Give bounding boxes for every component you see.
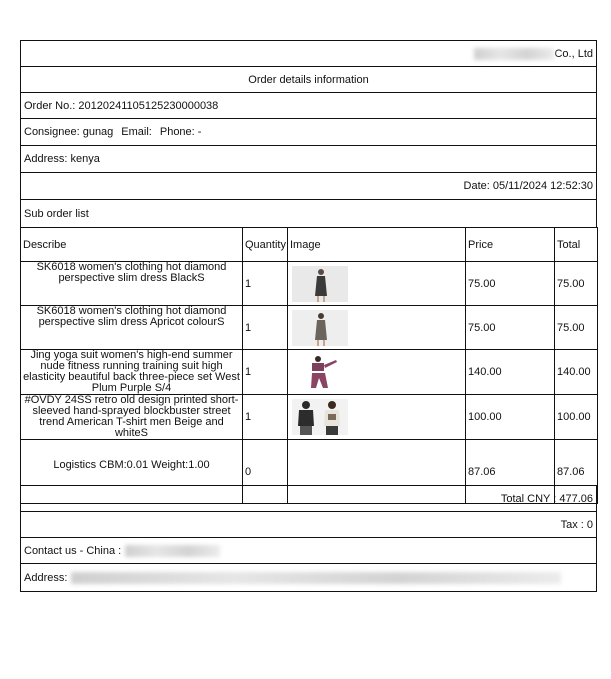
item-total: 100.00 (555, 395, 598, 440)
item-image (288, 306, 466, 350)
col-total: Total (555, 228, 598, 262)
order-date: Date: 05/11/2024 12:52:30 (20, 172, 597, 200)
col-describe: Describe (21, 228, 243, 262)
table-row (21, 395, 598, 440)
consignee-name: Consignee: gunag (24, 126, 114, 138)
item-price: 100.00 (466, 395, 555, 440)
col-quantity: Quantity (243, 228, 288, 262)
consignee-phone: Phone: - (159, 126, 202, 138)
company-name: Co., Ltd (20, 40, 597, 67)
company-address (20, 563, 597, 592)
consignee-email: Email: (121, 126, 152, 138)
order-items-table (20, 227, 598, 504)
item-description: #OVDY 24SS retro old design printed short-sleeved hand-sprayed blockbuster street trend American T-shirt men Beige and whiteS (21, 395, 243, 440)
purple-yoga-set-icon (292, 354, 348, 390)
item-price: 75.00 (466, 262, 555, 306)
table-row (21, 262, 598, 306)
tax-amount: Tax : 0 (20, 511, 597, 538)
redacted-company-name (474, 48, 554, 60)
table-header-row (21, 228, 598, 262)
item-image (288, 262, 466, 306)
table-row (21, 350, 598, 395)
address-label: Address: (24, 571, 68, 584)
dark-dress-icon (292, 266, 348, 302)
item-total: 75.00 (555, 306, 598, 350)
logistics-description: Logistics CBM:0.01 Weight:1.00 (21, 440, 243, 504)
table-row (21, 306, 598, 350)
order-number: Order No.: 20120241105125230000038 (20, 92, 597, 119)
item-image (288, 395, 466, 440)
apricot-dress-icon (292, 310, 348, 346)
item-image (288, 350, 466, 395)
tshirt-models-icon (292, 399, 348, 435)
sub-order-label: Sub order list (20, 199, 597, 228)
item-quantity: 0 (243, 440, 288, 504)
col-price: Price (466, 228, 555, 262)
document-title: Order details information (20, 66, 597, 93)
total-amount: Total CNY : 477.06 (20, 485, 597, 512)
item-total: 140.00 (555, 350, 598, 395)
item-quantity: 1 (243, 350, 288, 395)
item-quantity: 1 (243, 306, 288, 350)
col-image: Image (288, 228, 466, 262)
item-total: 87.06 (555, 440, 598, 504)
item-total: 75.00 (555, 262, 598, 306)
item-quantity: 1 (243, 262, 288, 306)
item-price: 87.06 (466, 440, 555, 504)
item-description: SK6018 women's clothing hot diamond perspective slim dress BlackS (21, 262, 243, 306)
item-description: Jing yoga suit women's high-end summer nude fitness running training suit high elasticity beautiful back three-piece set West Plum Purple S/4 (21, 350, 243, 395)
contact-label: Contact us - China : (24, 544, 122, 557)
redacted-address (71, 572, 561, 584)
consignee-info (20, 118, 597, 146)
item-quantity: 1 (243, 395, 288, 440)
item-price: 75.00 (466, 306, 555, 350)
contact-info (20, 537, 597, 564)
consignee-address: Address: kenya (20, 145, 597, 173)
redacted-contact (125, 545, 220, 557)
item-price: 140.00 (466, 350, 555, 395)
item-description: SK6018 women's clothing hot diamond perspective slim dress Apricot colourS (21, 306, 243, 350)
